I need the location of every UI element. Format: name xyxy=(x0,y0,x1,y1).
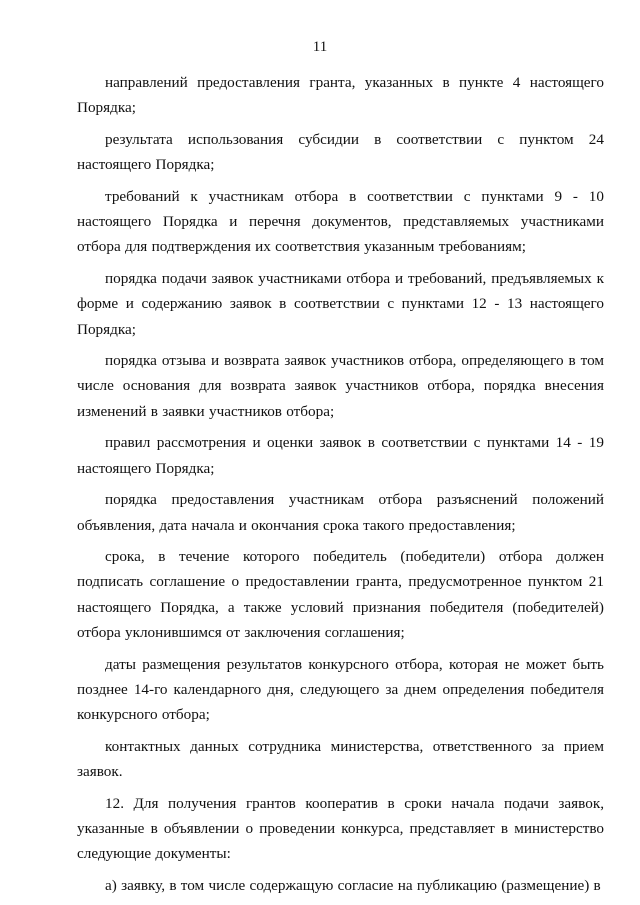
paragraph: а) заявку, в том числе содержащую согласие на публикацию (размещение) в xyxy=(105,876,601,894)
paragraph: даты размещения результатов конкурсного отбора, которая не может быть позднее 14-го календарного дня, следующего за днем определения победителя конкурсного отбора; xyxy=(77,655,604,724)
paragraph: срока, в течение которого победитель (победители) отбора должен подписать соглашение о предоставлении гранта, предусмотренное пунктом 21 настоящего Порядка, а также условий признания победителя (победителей) отбора уклонившимся от заключения соглашения; xyxy=(77,547,604,642)
page-number: 11 xyxy=(312,39,328,55)
paragraph: порядка подачи заявок участниками отбора и требований, предъявляемых к форме и содержанию заявок в соответствии с пунктами 12 - 13 настоящего Порядка; xyxy=(77,269,604,338)
paragraph: требований к участникам отбора в соответствии с пунктами 9 - 10 настоящего Порядка и перечня документов, представляемых участниками отбора для подтверждения их соответствия указанным требованиям; xyxy=(77,187,604,256)
paragraph: результата использования субсидии в соответствии с пунктом 24 настоящего Порядка; xyxy=(77,130,604,174)
paragraph: 12. Для получения грантов кооператив в сроки начала подачи заявок, указанные в объявлении о проведении конкурса, представляет в министерство следующие документы: xyxy=(77,794,604,863)
document-body xyxy=(77,70,604,904)
paragraph: контактных данных сотрудника министерства, ответственного за прием заявок. xyxy=(77,737,604,781)
paragraph: правил рассмотрения и оценки заявок в соответствии с пунктами 14 - 19 настоящего Порядка; xyxy=(77,434,604,477)
paragraph: направлений предоставления гранта, указанных в пункте 4 настоящего Порядка; xyxy=(77,74,604,117)
paragraph: порядка отзыва и возврата заявок участников отбора, определяющего в том числе основания для возврата заявок участников отбора, порядка внесения изменений в заявки участников отбора; xyxy=(77,352,604,420)
paragraph: порядка предоставления участникам отбора разъяснений положений объявления, дата начала и окончания срока такого предоставления; xyxy=(77,491,604,534)
